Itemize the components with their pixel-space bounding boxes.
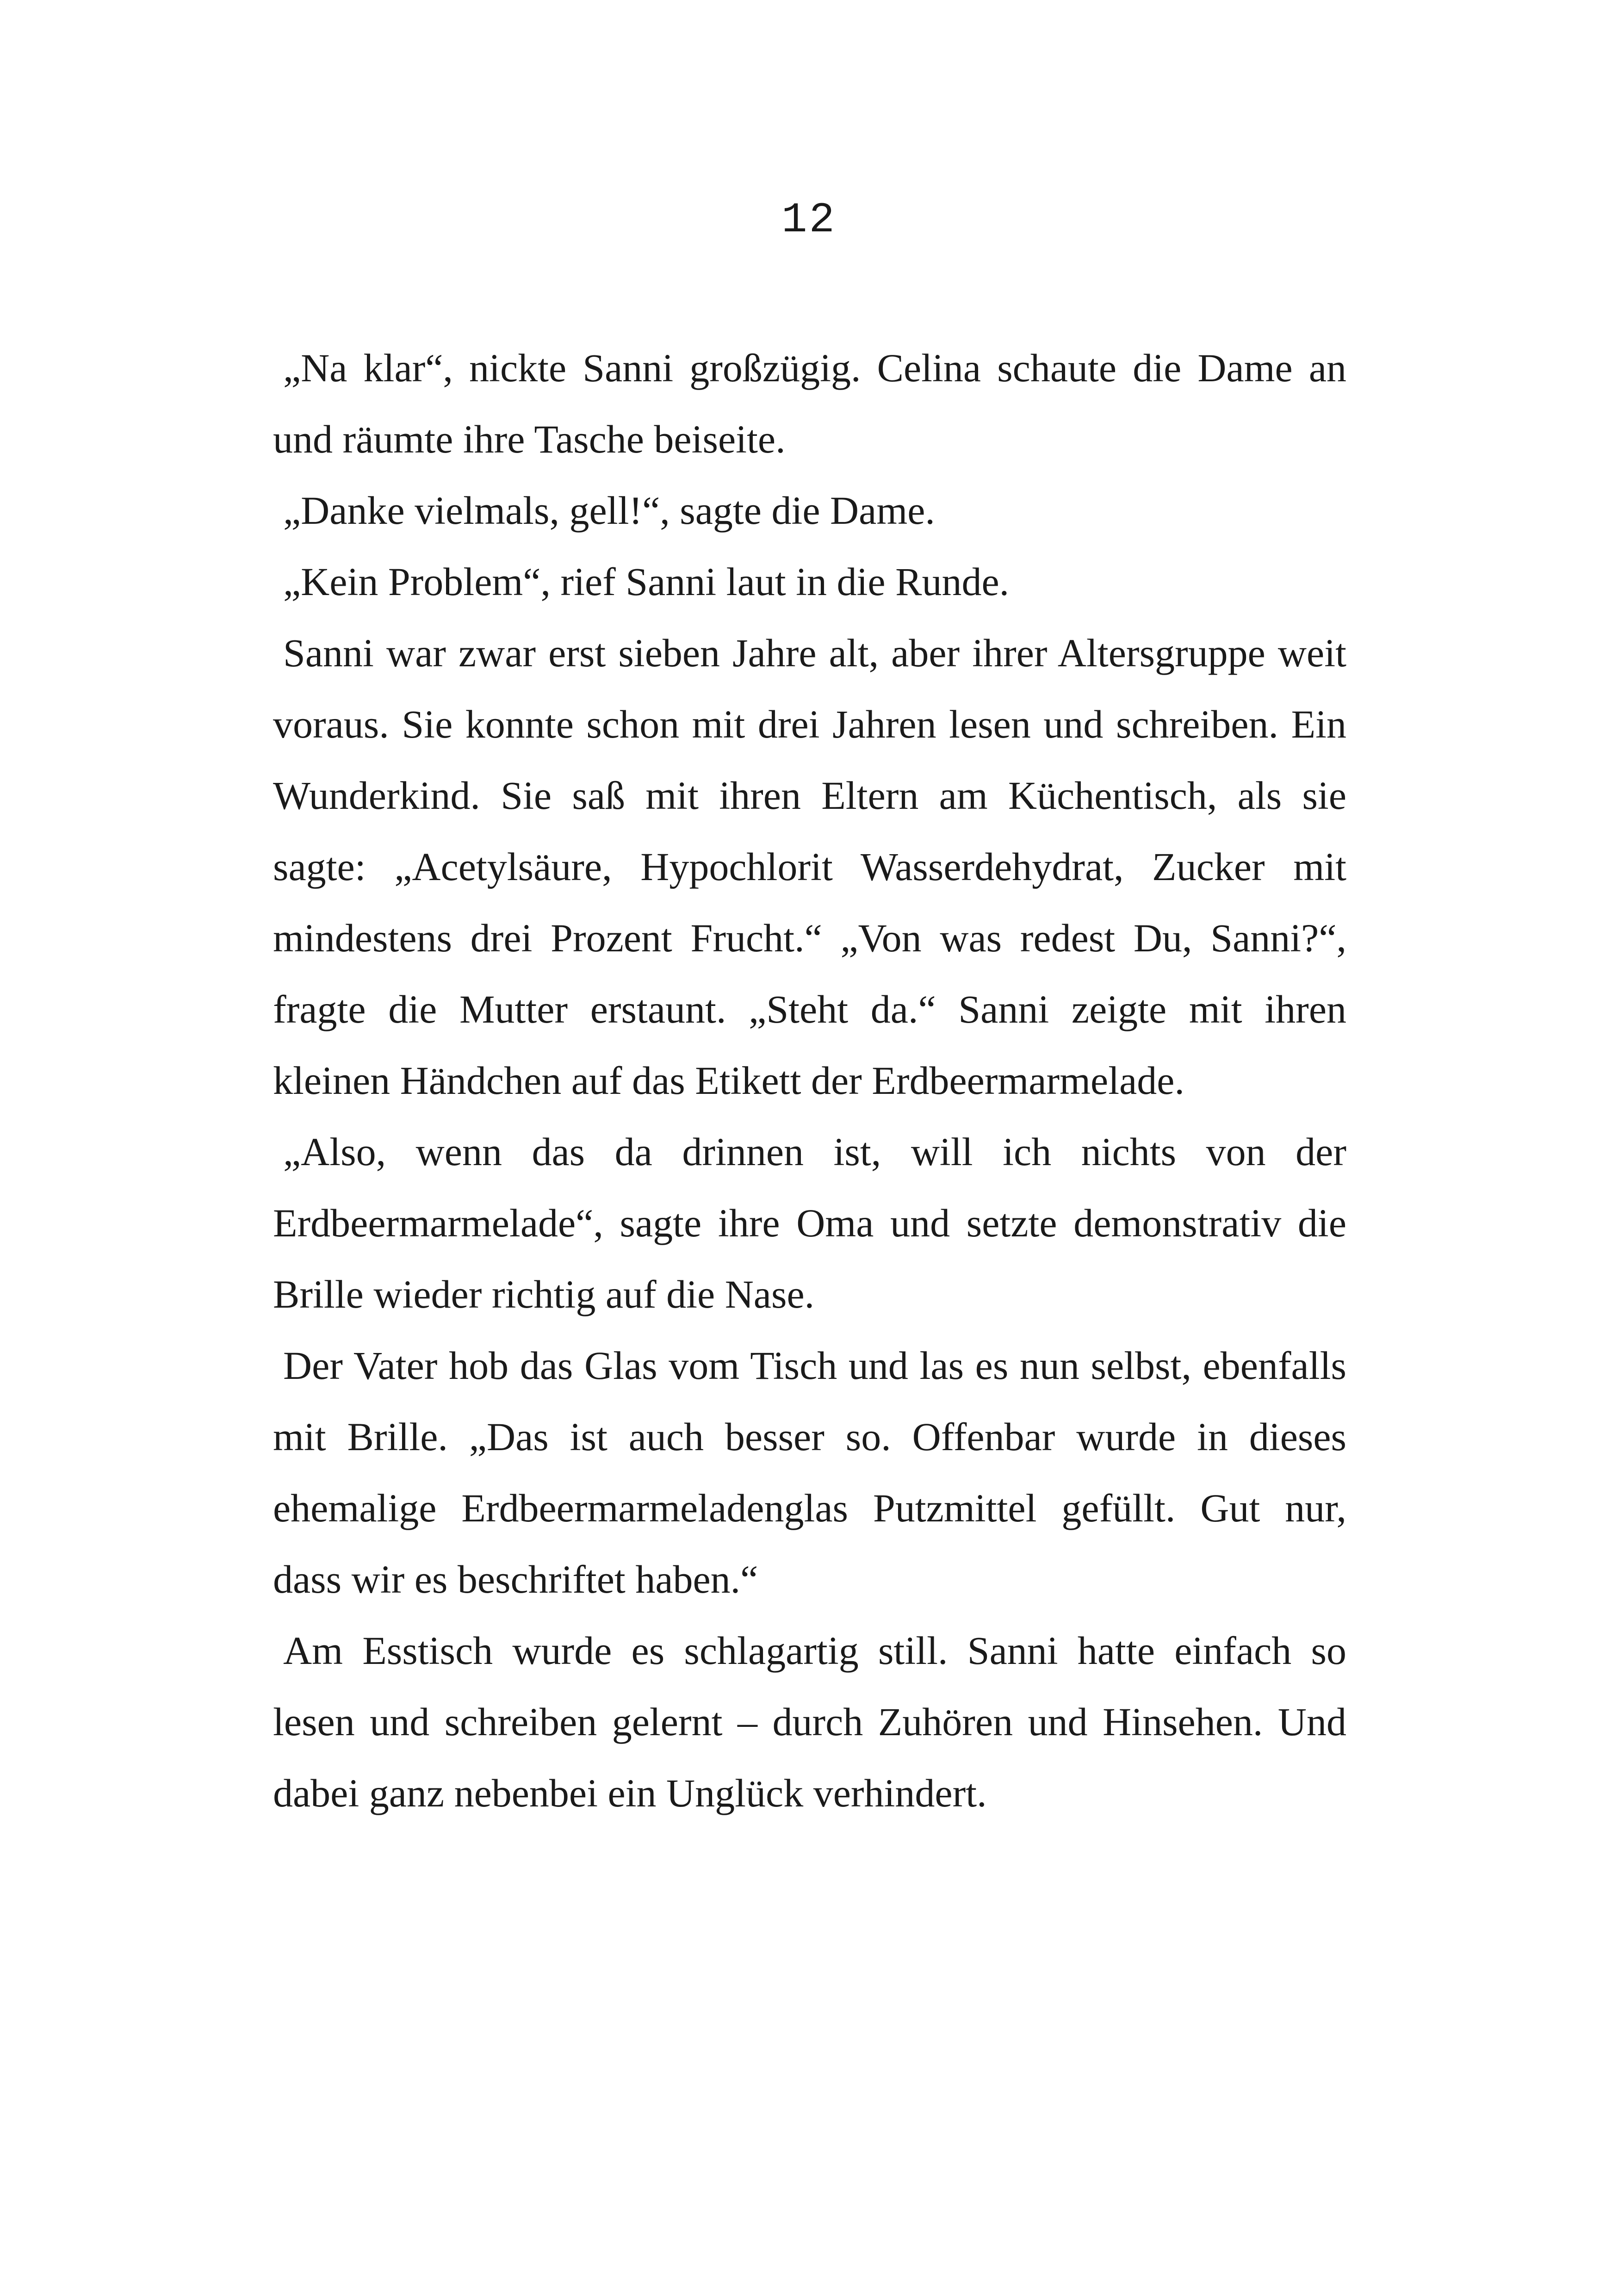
page-number: 12 [781,196,837,244]
paragraph: „Danke vielmals, gell!“, sagte die Dame. [283,488,935,533]
paragraph: „Na klar“, nickte Sanni großzügig. Celina schaute die Dame an und räumte ihre Tasche beiseite. [273,346,1346,461]
paragraph: Der Vater hob das Glas vom Tisch und las es nun selbst, ebenfalls mit Brille. „Das ist auch besser so. Offenbar wurde in dieses ehemalige Erdbeermarmeladenglas Putzmittel gefüllt. Gut nur, dass wir es beschriftet haben.“ [273,1343,1346,1601]
paragraph: Sanni war zwar erst sieben Jahre alt, aber ihrer Altersgruppe weit voraus. Sie konnte schon mit drei Jahren lesen und schreiben. Ein Wunderkind. Sie saß mit ihren Eltern am Küchentisch, als sie sagte: „Acetylsäure, Hypochlorit Wasserdehydrat, Zucker mit mindestens drei Prozent Frucht.“ „Von was redest Du, Sanni?“, fragte die Mutter erstaunt. „Steht da.“ Sanni zeigte mit ihren kleinen Händchen auf das Etikett der Erdbeermarmelade. [273,631,1346,1103]
paragraph: „Also, wenn das da drinnen ist, will ich nichts von der Erdbeermarmelade“, sagte ihre Oma und setzte demonstrativ die Brille wieder richtig auf die Nase. [273,1129,1346,1316]
paragraph: Am Esstisch wurde es schlagartig still. Sanni hatte einfach so lesen und schreiben gelernt – durch Zuhören und Hinsehen. Und dabei ganz nebenbei ein Unglück verhindert. [273,1628,1346,1815]
body-text [273,332,1346,1829]
paragraph: „Kein Problem“, rief Sanni laut in die Runde. [283,559,1010,604]
